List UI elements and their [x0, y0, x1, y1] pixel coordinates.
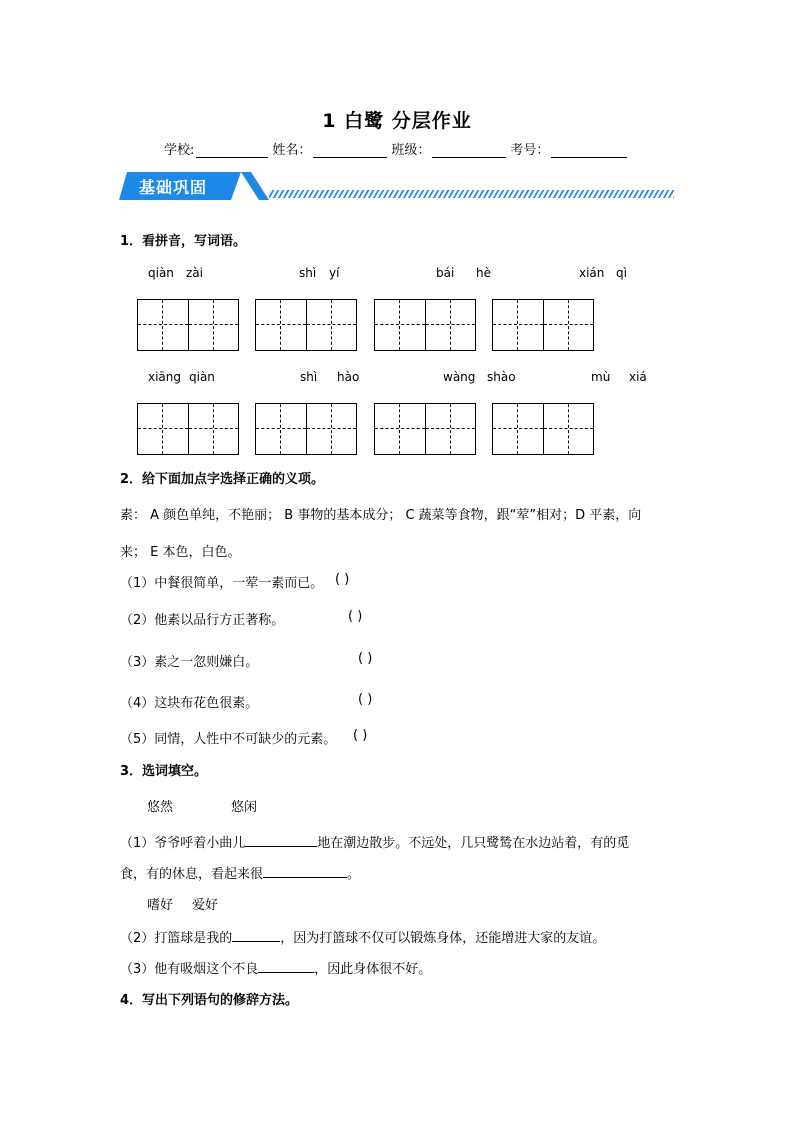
- answer-parenthesis[interactable]: ( ): [348, 609, 363, 624]
- pinyin: zài: [186, 266, 203, 280]
- sentence-1-cont: [120, 863, 360, 882]
- writing-grid[interactable]: [255, 403, 357, 455]
- question-item: （5）同情，人性中不可缺少的元素。: [120, 732, 337, 747]
- sentence-text: （1）爷爷呼着小曲儿: [120, 836, 246, 851]
- banner-label: 基础巩固: [139, 178, 208, 197]
- pinyin: wàng: [443, 370, 476, 384]
- sentence-text: ，因此身体很不好。: [314, 962, 432, 977]
- word-choice: 爱好: [192, 898, 219, 913]
- writing-grid[interactable]: [492, 299, 594, 351]
- answer-parenthesis[interactable]: ( ): [353, 728, 368, 743]
- class-field[interactable]: [432, 143, 506, 158]
- word-choice: 嗜好: [147, 898, 174, 913]
- pinyin: shào: [487, 370, 516, 384]
- sentence-text: ，因为打篮球不仅可以锻炼身体，还能增进大家的友谊。: [280, 931, 606, 946]
- writing-grid[interactable]: [492, 403, 594, 455]
- pinyin: shì: [300, 370, 318, 384]
- sentence-text: （2）打篮球是我的: [120, 931, 233, 946]
- sentence-2: [120, 927, 605, 946]
- writing-grid[interactable]: [137, 299, 239, 351]
- pinyin: mù: [591, 370, 611, 384]
- school-label: 学校:: [164, 143, 195, 158]
- writing-grid[interactable]: [137, 403, 239, 455]
- number-label: 考号：: [510, 143, 550, 158]
- question-item: （4）这块布花色很素。: [120, 696, 259, 711]
- definition-line: 素： A 颜色单纯，不艳丽； B 事物的基本成分； C 蔬菜等食物，跟“荤”相对；D 平素，向: [120, 508, 642, 523]
- writing-grid[interactable]: [374, 403, 476, 455]
- pinyin: qì: [616, 266, 627, 280]
- name-label: 姓名：: [272, 143, 312, 158]
- number-field[interactable]: [551, 143, 627, 158]
- page-title: 1 白鹭 分层作业: [322, 110, 472, 132]
- school-field[interactable]: [196, 143, 268, 158]
- answer-parenthesis[interactable]: ( ): [358, 651, 373, 666]
- answer-parenthesis[interactable]: ( ): [335, 572, 350, 587]
- pinyin: xián: [579, 266, 605, 280]
- question-3-title: 3．选词填空。: [120, 764, 208, 779]
- definition-line: 来； E 本色，白色。: [120, 545, 241, 560]
- writing-grid[interactable]: [374, 299, 476, 351]
- name-field[interactable]: [313, 143, 387, 158]
- word-choice: 悠闲: [231, 800, 258, 815]
- question-4-title: 4．写出下列语句的修辞方法。: [120, 993, 299, 1008]
- pinyin: xiāng: [148, 370, 182, 384]
- pinyin: shì: [299, 266, 317, 280]
- writing-grid[interactable]: [255, 299, 357, 351]
- question-item: （2）他素以品行方正著称。: [120, 613, 285, 628]
- sentence-text: （3）他有吸烟这个不良: [120, 962, 259, 977]
- pinyin: qiàn: [189, 370, 215, 384]
- pinyin: qiàn: [148, 266, 174, 280]
- question-1-title: 1．看拼音，写词语。: [120, 234, 247, 249]
- sentence-text: 食，有的休息，看起来很: [120, 867, 264, 882]
- pinyin: yí: [329, 266, 340, 280]
- pinyin: hào: [337, 370, 360, 384]
- fill-blank[interactable]: [263, 865, 347, 878]
- sentence-text: 。: [347, 867, 361, 882]
- pinyin: bái: [436, 266, 455, 280]
- student-info-line: [164, 139, 631, 158]
- question-2-title: 2．给下面加点字选择正确的义项。: [120, 472, 325, 487]
- fill-blank[interactable]: [245, 834, 317, 847]
- question-item: （1）中餐很简单，一荤一素而已。: [120, 576, 324, 591]
- pinyin: hè: [476, 266, 491, 280]
- sentence-text: 地在潮边散步。不远处，几只鹭鸶在水边站着，有的觅: [317, 836, 630, 851]
- class-label: 班级：: [391, 143, 431, 158]
- word-choice: 悠然: [147, 800, 174, 815]
- fill-blank[interactable]: [232, 929, 280, 942]
- pinyin: xiá: [629, 370, 647, 384]
- fill-blank[interactable]: [258, 960, 314, 973]
- sentence-3: [120, 958, 431, 977]
- question-item: （3）素之一忽则嫌白。: [120, 655, 259, 670]
- answer-parenthesis[interactable]: ( ): [358, 692, 373, 707]
- sentence-1: [120, 832, 629, 851]
